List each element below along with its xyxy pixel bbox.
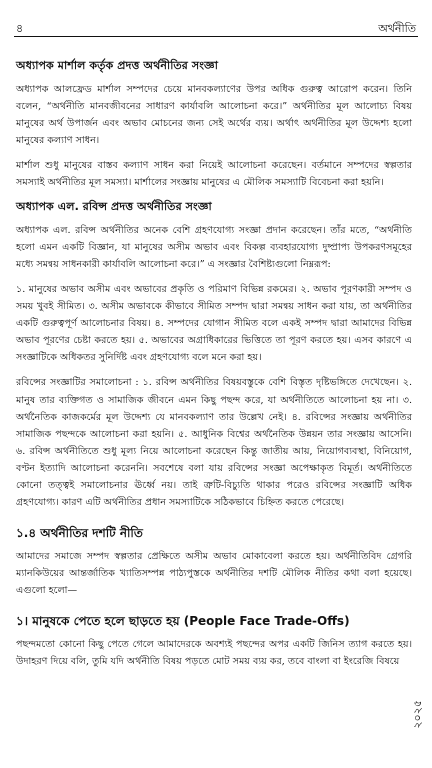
side-marker: ২০২৫ (411, 700, 424, 729)
section-heading: ১.৪ অর্থনীতির দশটি নীতি (16, 525, 143, 540)
robbins-para-1: অধ্যাপক এল. রবিন্স অর্থনীতির অনেক বেশি গ্রহণযোগ্য সংজ্ঞা প্রদান করেছেন। তাঁর মতে, “অর্থনীতি হলো এমন একটি বিজ্ঞান, যা মানুষের অসীম অভাব এবং বিকল্প ব্যবহারযোগ্য দুষ্প্রাপ্য উপকরণসমূহের মধ্যে সমন্বয় সাধনকারী কার্যাবলি আলোচনা করে।” এ সংজ্ঞার বৈশিষ্ট্যগুলো নিম্নরূপ: (16, 224, 412, 271)
principle-1-heading: ১। মানুষকে পেতে হলে ছাড়তে হয় (People Face Trade-Offs) (16, 613, 350, 628)
robbins-para-2: ১. মানুষের অভাব অসীম এবং অভাবের প্রকৃতি ও পরিমাণ বিভিন্ন রকমের। ২. অভাব পূরণকারী সম্পদ ও সময় খুবই সীমিত। ৩. অসীম অভাবকে কীভাবে সীমিত সম্পদ দ্বারা সমন্বয় সাধন করা যায়, তা অর্থনীতির একটি গুরুত্বপূর্ণ আলোচনার বিষয়। ৪. সম্পদের যোগান সীমিত বলে একই সম্পদ দ্বারা আমাদের বিভিন্ন অভাব পূরণের চেষ্টা করতে হয়। ৫. অভাবের অগ্রাধিকারের ভিত্তিতে তা পূরণ করতে হয়। এসব কারণে এ সংজ্ঞাটিকে অধিকতর সুনির্দিষ্ট এবং গ্রহণযোগ্য বলে মনে করা হয়। (16, 284, 412, 364)
marshall-heading: অধ্যাপক মার্শাল কর্তৃক প্রদত্ত অর্থনীতির সংজ্ঞা (16, 59, 218, 72)
principle-1-para: পছন্দমতো কোনো কিছু পেতে গেলে আমাদেরকে অবশ্যই পছন্দের অপর একটি জিনিস ত্যাগ করতে হয়। উদাহরণ দিয়ে বলি, তুমি যদি অর্থনীতি বিষয় পড়তে মোট সময় ব্যয় কর, তবে বাংলা বা ইংরেজি বিষয়ে (16, 638, 412, 667)
robbins-para-3: রবিন্সের সংজ্ঞাটির সমালোচনা : ১. রবিন্স অর্থনীতির বিষয়বস্তুকে বেশি বিস্তৃত দৃষ্টিভঙ্গিতে দেখেছেন। ২. মানুষ তার ব্যক্তিগত ও সামাজিক জীবনে এমন কিছু পছন্দ করে, যা অর্থনীতিতে আলোচনা হয় না। ৩. অর্থনৈতিক কাজকর্মের মূল উদ্দেশ্য যে মানবকল্যাণ তার উল্লেখ নেই। ৪. রবিন্সের সংজ্ঞায় অর্থনীতির সামাজিক পছন্দকে আলোচনা করা হয়নি। ৫. আধুনিক বিশ্বের অর্থনৈতিক উন্নয়ন তার সংজ্ঞায় আসেনি। ৬. রবিন্স অর্থনীতিতে শুধু মূল্য নিয়ে আলোচনা করেছেন কিন্তু জাতীয় আয়, নিয়োগব্যবস্থা, বিনিয়োগ, বণ্টন ইত্যাদি আলোচনা করেননি। সবশেষে বলা যায় রবিন্সের সংজ্ঞা অপেক্ষাকৃত বিমূর্ত। অর্থনীতিতে কোনো তত্ত্বই সমালোচনার ঊর্ধ্বে নয়। তাই ত্রুটি-বিচ্যুতি থাকার পরেও রবিন্সের সংজ্ঞাটি অধিক গ্রহণযোগ্য। কারণ এটি অর্থনীতির প্রধান সমস্যাটিকে সঠিকভাবে চিহ্নিত করতে পেরেছে। (16, 377, 412, 508)
marshall-para-2: মার্শাল শুধু মানুষের বাস্তব কল্যাণ সাধন করা নিয়েই আলোচনা করেছেন। বর্তমানে সম্পদের স্বল্পতার সমস্যাই অর্থনীতির মূল সমস্যা। মার্শালের সংজ্ঞায় মানুষের এ মৌলিক সমস্যাটি বিবেচনা করা হয়নি। (16, 160, 412, 189)
section-para-1: আমাদের সমাজে সম্পদ স্বল্পতার প্রেক্ষিতে অসীম অভাব মোকাবেলা করতে হয়। অর্থনীতিবিদ গ্রেগরি ম্যানকিউয়ের আন্তর্জাতিক খ্যাতিসম্পন্ন পাঠ্যপুস্তকে অর্থনীতির দশটি মৌলিক নীতির কথা বলা হয়েছে। এগুলো হলো— (16, 550, 412, 596)
header-rule (14, 36, 418, 37)
page-number: ৪ (16, 22, 24, 35)
marshall-para-1: অধ্যাপক আলফ্রেড মার্শাল সম্পদের চেয়ে মানবকল্যাণের উপর অধিক গুরুত্ব আরোপ করেন। তিনি বলেন, “অর্থনীতি মানবজীবনের সাধারণ কার্যাবলি আলোচনা করে।” অর্থনীতির মূল আলোচ্য বিষয় মানুষের অর্থ উপার্জন এবং অভাব মোচনের জন্য সেই অর্থের ব্যয়। অর্থাৎ অর্থনীতির মূল উদ্দেশ্য হলো মানুষের কল্যাণ সাধন। (16, 83, 412, 146)
running-title: অর্থনীতি (378, 22, 416, 35)
robbins-heading: অধ্যাপক এল. রবিন্স প্রদত্ত অর্থনীতির সংজ্ঞা (16, 200, 212, 214)
page-body (16, 58, 412, 670)
